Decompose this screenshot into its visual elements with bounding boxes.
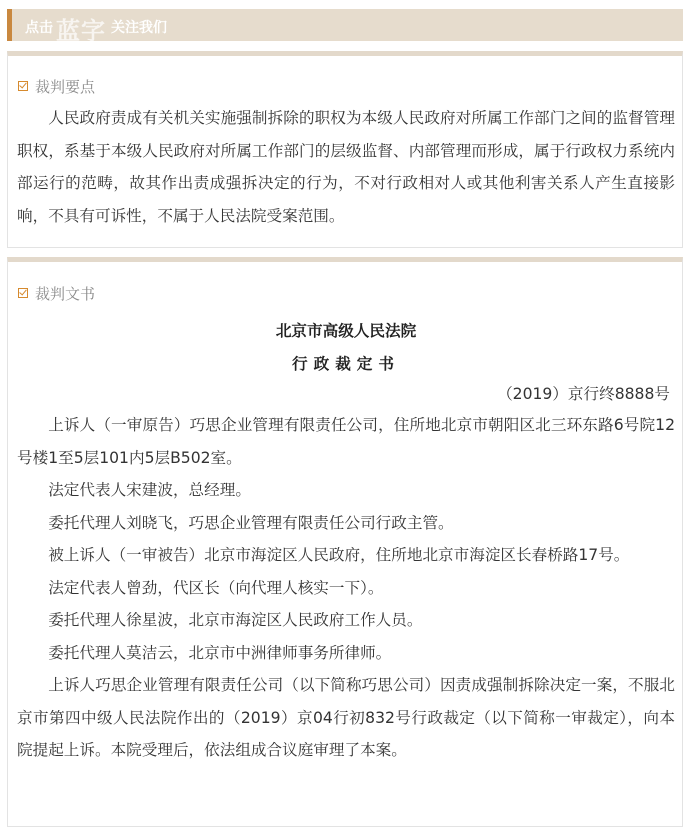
key-points-card — [7, 51, 683, 248]
judgment-document-card — [7, 257, 683, 827]
key-points-paragraph: 人民政府责成有关机关实施强制拆除的职权为本级人民政府对所属工作部门之间的监督管理职权，系基于本级人民政府对所属工作部门的层级监督、内部管理而形成，属于行政权力系统内部运行的范畴，故其作出责成强拆决定的行为，不对行政相对人或其他利害关系人产生直接影响，不具有可诉性，不属于人民法院受案范围。 — [17, 109, 675, 225]
party-paragraph: 委托代理人刘晓飞，巧思企业管理有限责任公司行政主管。 — [48, 513, 454, 532]
banner-follow-text: 关注我们 — [111, 20, 167, 36]
case-background-paragraph: 上诉人巧思企业管理有限责任公司（以下简称巧思公司）因责成强制拆除决定一案，不服北京市第四中级人民法院作出的（2019）京04行初832号行政裁定（以下简称一审裁定），向本院提起上诉。本院受理后，依法组成合议庭审理了本案。 — [17, 676, 675, 759]
party-paragraph: 委托代理人徐星波，北京市海淀区人民政府工作人员。 — [48, 611, 423, 629]
banner-click-text: 点击 — [25, 20, 53, 36]
party-paragraph: 法定代表人宋建波，总经理。 — [48, 481, 251, 499]
case-number: （2019）京行终8888号 — [497, 385, 670, 403]
party-paragraph: 上诉人（一审原告）巧思企业管理有限责任公司，住所地北京市朝阳区北三环东路6号院12号楼1至5层101内5层B502室。 — [17, 416, 675, 467]
judgment-body — [17, 409, 675, 767]
court-name: 北京市高级人民法院 — [275, 322, 417, 340]
key-points-title: 裁判要点 — [35, 77, 96, 96]
follow-banner[interactable] — [7, 9, 683, 41]
checkbox-icon — [18, 81, 28, 91]
checkbox-icon — [18, 288, 28, 298]
key-points-body — [17, 102, 675, 232]
banner-blue-text: 蓝字 — [56, 17, 106, 41]
party-paragraph: 被上诉人（一审被告）北京市海淀区人民政府，住所地北京市海淀区长春桥路17号。 — [48, 546, 630, 564]
key-points-header — [18, 76, 95, 96]
judgment-document-title: 裁判文书 — [35, 284, 96, 303]
document-type: 行政裁定书 — [292, 355, 400, 373]
judgment-document-header — [18, 283, 95, 303]
party-paragraph: 法定代表人曾劲，代区长（向代理人核实一下）。 — [48, 578, 384, 597]
party-paragraph: 委托代理人莫洁云，北京市中洲律师事务所律师。 — [48, 643, 392, 662]
